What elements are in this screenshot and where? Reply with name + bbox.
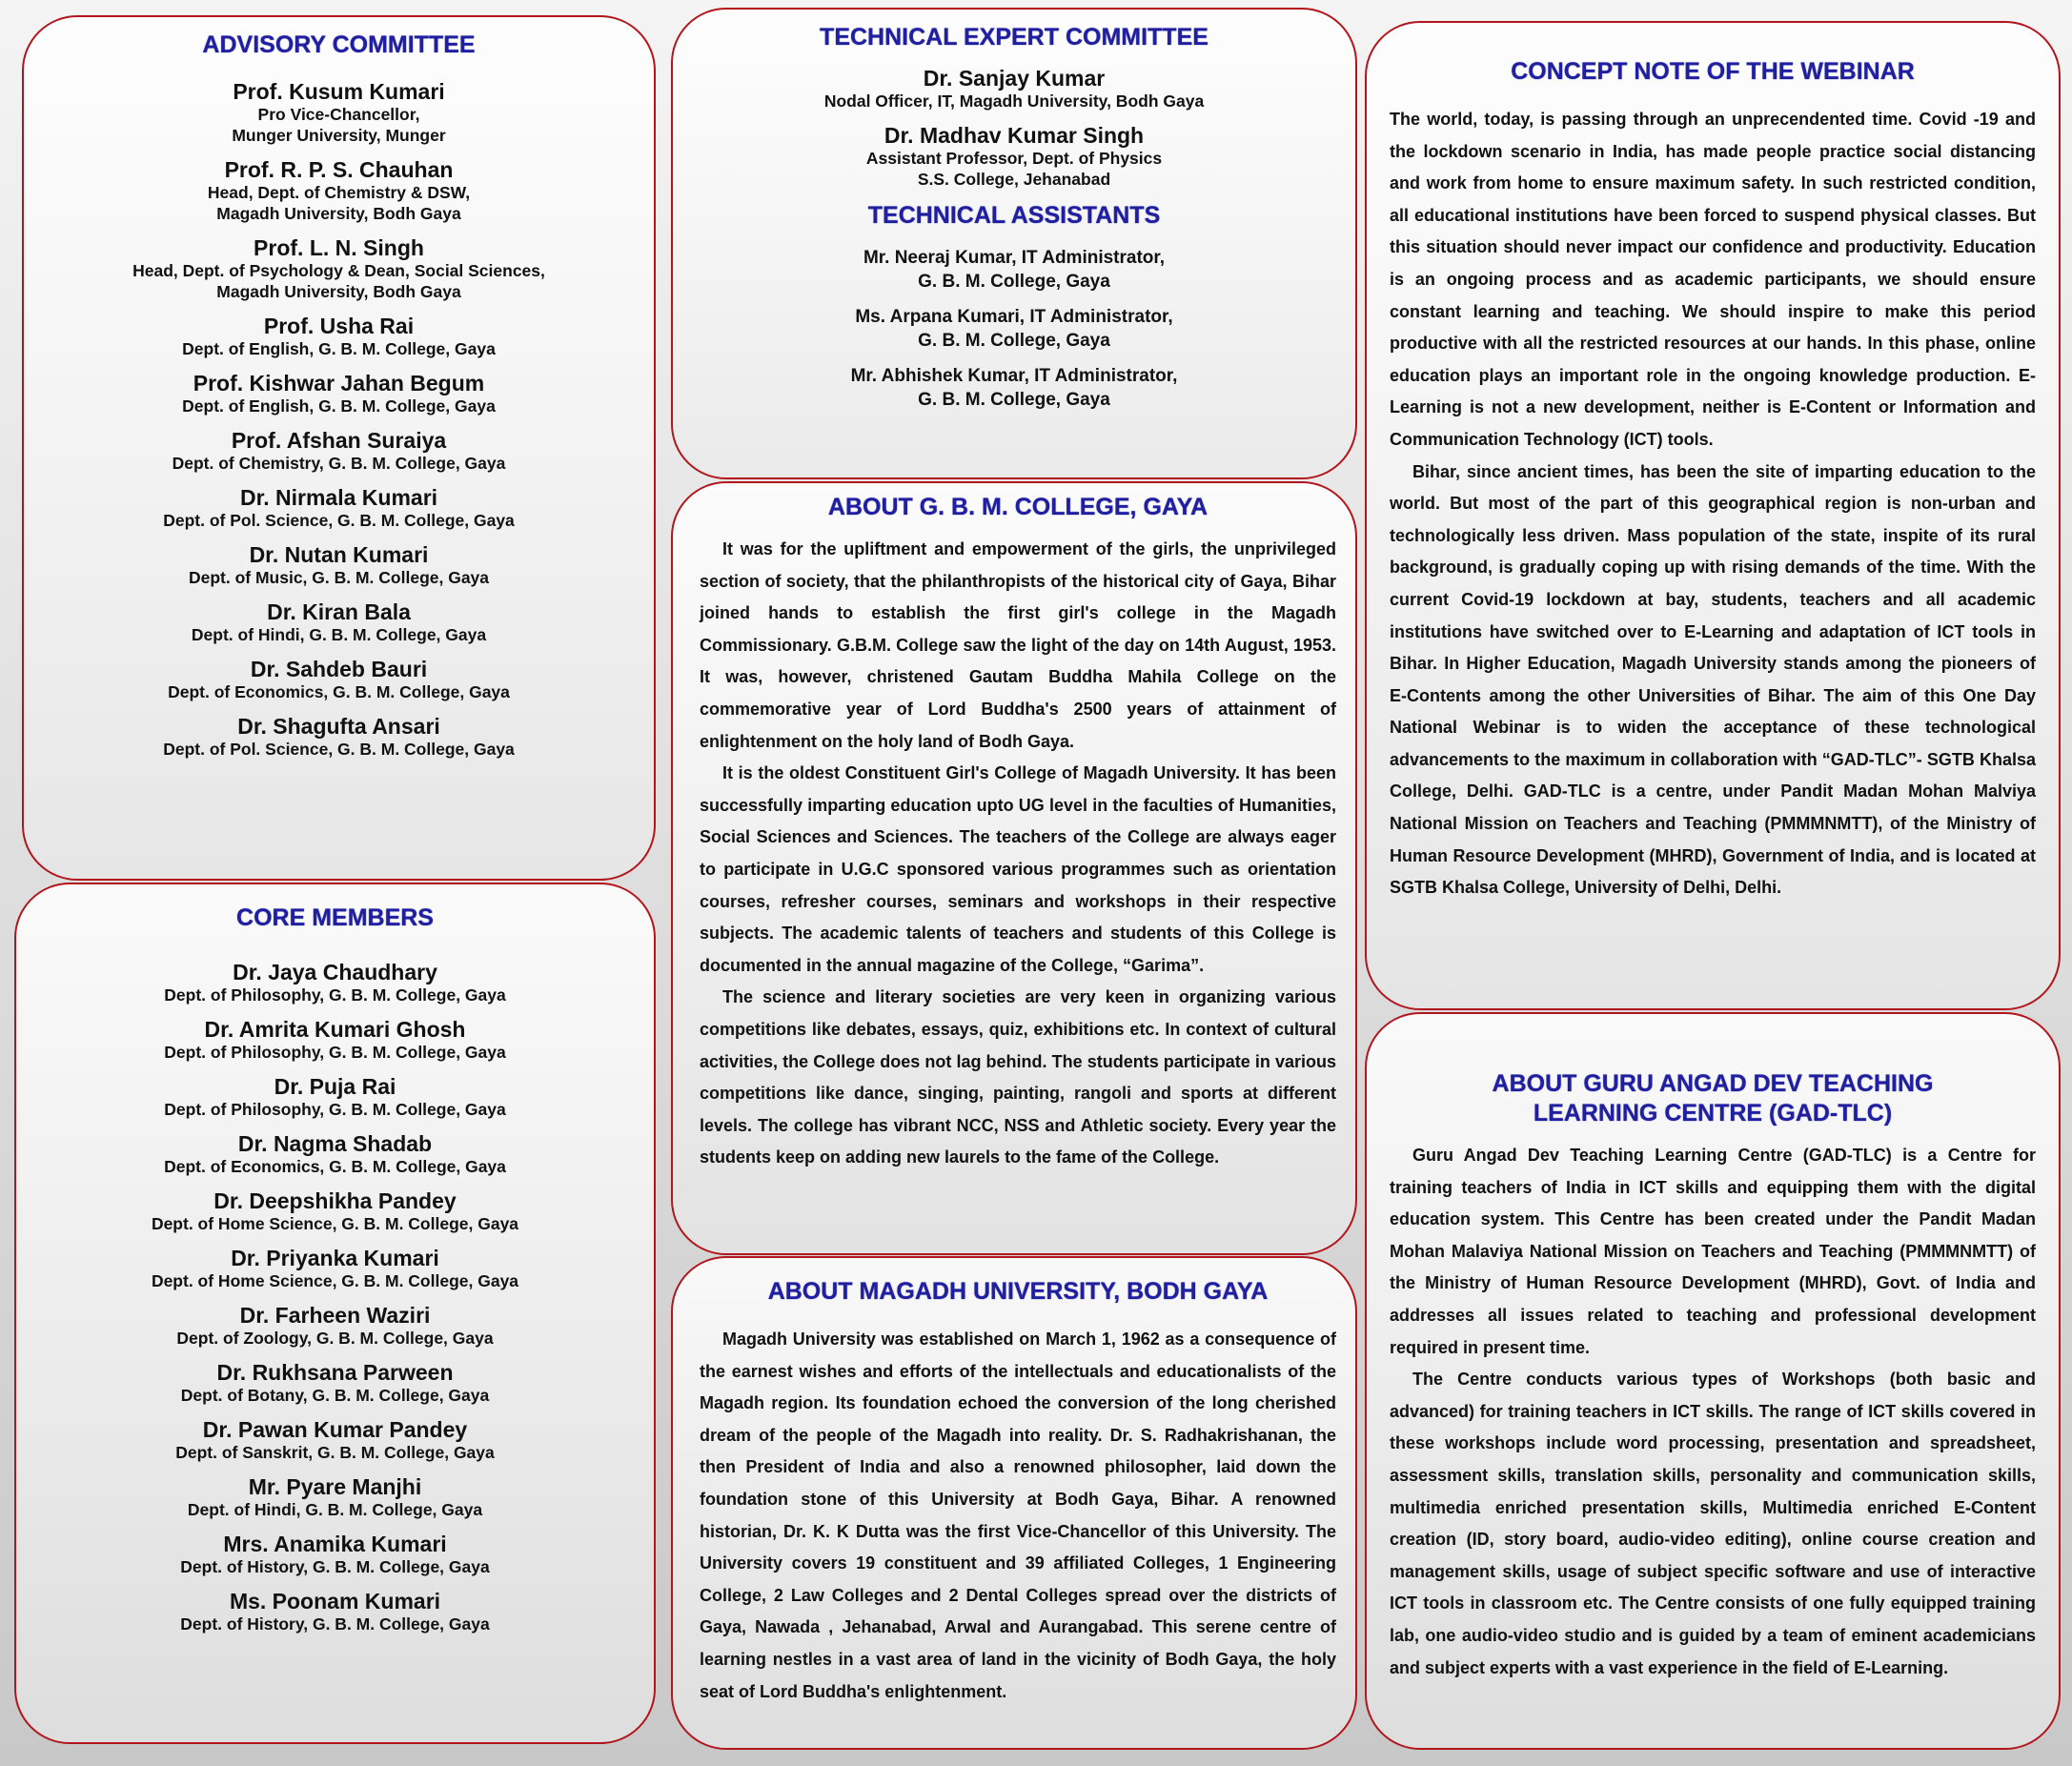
about-gadtlc-panel: [1365, 1012, 2061, 1750]
member-affiliation: Dept. of Pol. Science, G. B. M. College, Gaya: [163, 740, 515, 759]
member-name: Dr. Puja Rai: [274, 1074, 396, 1099]
member-entry: [33, 1303, 637, 1349]
core-members-title: CORE MEMBERS: [236, 904, 434, 931]
member-entry: [41, 485, 637, 531]
member-affiliation: Dept. of Philosophy, G. B. M. College, Gaya: [164, 1100, 506, 1119]
member-name: Dr. Amrita Kumari Ghosh: [204, 1017, 466, 1042]
member-entry: [692, 305, 1336, 353]
body-paragraph: It is the oldest Constituent Girl's College of Magadh University. It has been successfully imparting education upto UG level in the faculties of Humanities, Social Sciences and Sciences. The teachers of the College are always eager to participate in U.G.C sponsored various programmes such as orientation courses, refresher courses, seminars and workshops in their respective subjects. The academic talents of teachers and students of this College is documented in the annual magazine of the College, “Garima”.: [700, 763, 1336, 975]
about-gadtlc-body: [1390, 1140, 2036, 1684]
member-affiliation: Dept. of Chemistry, G. B. M. College, Gaya: [172, 454, 506, 473]
technical-assistants-list: [692, 246, 1336, 412]
member-affiliation: G. B. M. College, Gaya: [918, 331, 1110, 351]
member-affiliation: Pro Vice-Chancellor,: [257, 105, 420, 124]
member-name: Dr. Deepshikha Pandey: [213, 1188, 457, 1213]
member-name: Mrs. Anamika Kumari: [223, 1532, 447, 1556]
about-gbm-title: ABOUT G. B. M. COLLEGE, GAYA: [827, 494, 1209, 520]
member-name: Prof. Kishwar Jahan Begum: [193, 371, 485, 396]
member-affiliation: Dept. of Sanskrit, G. B. M. College, Gaya: [175, 1443, 495, 1462]
member-entry: [41, 428, 637, 474]
body-paragraph: The world, today, is passing through an unprecendented time. Covid -19 and the lockdown scenario in India, has made people practice social distancing and work from home to ensure maximum safety. In such restricted condition, all educational institutions have been forced to suspend physical classes. But this situation should never impact our confidence and productivity. Education is an ongoing process and as academic participants, we should ensure constant learning and teaching. We should inspire to make this period productive with all the restricted resources at our hands. In this phase, online education plays an important role in the ongoing knowledge production. E-Learning is not a new development, neither is E-Content or Information and Communication Technology (ICT) tools.: [1390, 110, 2036, 449]
member-affiliation: Dept. of Music, G. B. M. College, Gaya: [188, 568, 490, 587]
member-name: Prof. Kusum Kumari: [233, 79, 445, 104]
member-entry: [41, 599, 637, 645]
member-entry: [41, 542, 637, 588]
member-entry: [33, 1360, 637, 1406]
member-affiliation: Mr. Neeraj Kumar, IT Administrator,: [863, 248, 1166, 268]
body-paragraph: Bihar, since ancient times, has been the site of imparting education to the world. But most of the part of this geographical region is non-urban and technologically less driven. Mass population of the state, inspite of its rural background, is gradually coping up with rising demands of the time. With the current Covid-19 lockdown at bay, students, teachers and all academic institutions have switched over to E-Learning and adaptation of ICT tools in Bihar. In Higher Education, Magadh University stands among the pioneers of E-Contents among the other Universities of Bihar. The aim of this One Day National Webinar is to widen the acceptance of these technological advancements to the maximum in collaboration with “GAD-TLC”- SGTB Khalsa College, Delhi. GAD-TLC is a centre, under Pandit Madan Mohan Malviya National Mission on Teachers and Teaching (PMMMNMTT), of the Ministry of Human Resource Development (MHRD), Government of India, and is located at SGTB Khalsa College, University of Delhi, Delhi.: [1390, 461, 2036, 898]
member-entry: [33, 1532, 637, 1577]
body-paragraph: Magadh University was established on March 1, 1962 as a consequence of the earnest wishes and efforts of the intellectuals and educationalists of the Magadh region. Its foundation echoed the conversion of the long cherished dream of the people of the Magadh into reality. Dr. S. Radhakrishanan, the then President of India and also a renowned philosopher, laid down the foundation stone of this University at Bodh Gaya, Bihar. A renowned historian, Dr. K. K Dutta was the first Vice-Chancellor of this University. The University covers 19 constituent and 39 affiliated Colleges, 1 Engineering College, 2 Law Colleges and 2 Dental Colleges spread over the districts of Gaya, Nawada , Jehanabad, Arwal and Aurangabad. This serene centre of learning nestles in a vast area of land in the vicinity of Bodh Gaya, the holy seat of Lord Buddha's enlightenment.: [700, 1330, 1336, 1701]
advisory-committee-title: ADVISORY COMMITTEE: [202, 31, 476, 58]
member-affiliation: Head, Dept. of Chemistry & DSW,: [207, 183, 471, 202]
member-affiliation: Dept. of Hindi, G. B. M. College, Gaya: [187, 1500, 483, 1519]
member-name: Ms. Poonam Kumari: [229, 1589, 441, 1614]
body-paragraph: The Centre conducts various types of Workshops (both basic and advanced) for training teachers in ICT skills. The range of ICT skills covered in these workshops include word processing, presentation and spreadsheet, assessment skills, translation skills, personality and communication skills, multimedia enriched presentation skills, Multimedia enriched E-Content creation (ID, story board, audio-video editing), online course creation and management skills, usage of subject specific software and use of interactive ICT tools in classroom etc. The Centre consists of one fully equipped training lab, one audio-video studio and is guided by a team of eminent academicians and subject experts with a vast experience in the field of E-Learning.: [1390, 1370, 2036, 1677]
member-entry: [41, 157, 637, 224]
member-entry: [41, 714, 637, 760]
member-name: Dr. Rukhsana Parween: [216, 1360, 454, 1385]
about-gadtlc-title: ABOUT GURU ANGAD DEV TEACHING LEARNING CENTRE (GAD-TLC): [1492, 1070, 1934, 1127]
technical-assistants-title: TECHNICAL ASSISTANTS: [867, 202, 1161, 229]
body-paragraph: Guru Angad Dev Teaching Learning Centre (GAD-TLC) is a Centre for training teachers of India in ICT skills and equipping them with the digital education system. This Centre has been created under the Pandit Madan Mohan Malaviya National Mission on Teachers and Teaching (PMMMNMTT) of the Ministry of Human Resource Development (MHRD), Govt. of India and addresses all issues related to teaching and professional development required in present time.: [1390, 1146, 2036, 1357]
member-affiliation: Dept. of Pol. Science, G. B. M. College, Gaya: [163, 511, 515, 530]
member-affiliation: Dept. of English, G. B. M. College, Gaya: [182, 396, 496, 416]
member-affiliation: Dept. of Economics, G. B. M. College, Gaya: [164, 1157, 506, 1176]
member-name: Dr. Nirmala Kumari: [239, 485, 438, 510]
member-affiliation: Magadh University, Bodh Gaya: [216, 282, 461, 301]
member-affiliation: Munger University, Munger: [232, 126, 446, 145]
technical-committee-panel: [671, 8, 1357, 479]
core-members-panel: [14, 883, 656, 1744]
concept-note-body: [1390, 104, 2036, 904]
member-affiliation: Head, Dept. of Psychology & Dean, Social Sciences,: [132, 261, 545, 280]
technical-expert-list: [692, 66, 1336, 190]
member-affiliation: Dept. of History, G. B. M. College, Gaya: [180, 1614, 490, 1634]
member-affiliation: Dept. of Economics, G. B. M. College, Gaya: [168, 682, 510, 701]
member-affiliation: Dept. of Philosophy, G. B. M. College, Gaya: [164, 1043, 506, 1062]
member-affiliation: Ms. Arpana Kumari, IT Administrator,: [855, 307, 1173, 327]
member-affiliation: Dept. of History, G. B. M. College, Gaya: [180, 1557, 490, 1576]
about-magadh-university-panel: [671, 1256, 1357, 1750]
member-affiliation: Dept. of Hindi, G. B. M. College, Gaya: [191, 625, 487, 644]
member-name: Dr. Nagma Shadab: [237, 1131, 433, 1156]
member-entry: [33, 1589, 637, 1634]
member-name: Prof. R. P. S. Chauhan: [224, 157, 454, 182]
member-entry: [33, 960, 637, 1005]
member-entry: [33, 1017, 637, 1063]
member-name: Dr. Madhav Kumar Singh: [884, 123, 1145, 148]
member-affiliation: Dept. of Home Science, G. B. M. College, Gaya: [151, 1214, 519, 1233]
about-magadh-body: [700, 1324, 1336, 1708]
member-name: Dr. Priyanka Kumari: [231, 1246, 439, 1270]
about-magadh-title: ABOUT MAGADH UNIVERSITY, BODH GAYA: [767, 1278, 1269, 1305]
member-name: Dr. Sanjay Kumar: [923, 66, 1106, 91]
about-gbm-body: [700, 534, 1336, 1174]
member-affiliation: Nodal Officer, IT, Magadh University, Bodh Gaya: [823, 91, 1205, 111]
member-entry: [41, 657, 637, 702]
member-name: Dr. Farheen Waziri: [239, 1303, 431, 1328]
member-entry: [33, 1188, 637, 1234]
member-affiliation: Dept. of English, G. B. M. College, Gaya: [182, 339, 496, 358]
member-affiliation: Dept. of Home Science, G. B. M. College, Gaya: [151, 1271, 519, 1290]
member-affiliation: Assistant Professor, Dept. of Physics: [865, 149, 1163, 168]
member-entry: [33, 1417, 637, 1463]
concept-note-panel: [1365, 21, 2061, 1010]
member-name: Prof. Afshan Suraiya: [231, 428, 447, 453]
member-affiliation: S.S. College, Jehanabad: [917, 170, 1111, 189]
member-entry: [33, 1474, 637, 1520]
member-name: Dr. Pawan Kumar Pandey: [202, 1417, 468, 1442]
member-name: Dr. Nutan Kumari: [249, 542, 429, 567]
body-paragraph: It was for the upliftment and empowerment of the girls, the unprivileged section of society, that the philanthropists of the historical city of Gaya, Bihar joined hands to establish the first girl's college in the Magadh Commissionary. G.B.M. College saw the light of the day on 14th August, 1953. It was, however, christened Gautam Buddha Mahila College on the commemorative year of Lord Buddha's 2500 years of attainment of enlightenment on the holy land of Bodh Gaya.: [700, 539, 1336, 751]
member-entry: [692, 66, 1336, 112]
member-entry: [41, 79, 637, 146]
technical-expert-title: TECHNICAL EXPERT COMMITTEE: [820, 24, 1209, 51]
advisory-committee-panel: [22, 15, 656, 881]
body-paragraph: The science and literary societies are very keen in organizing various competitions like debates, essays, quiz, exhibitions etc. In context of cultural activities, the College does not lag behind. The students participate in various competitions like dance, singing, painting, rangoli and sports at different levels. The college has vibrant NCC, NSS and Athletic society. Every year the students keep on adding new laurels to the fame of the College.: [700, 987, 1336, 1167]
member-entry: [41, 314, 637, 359]
member-entry: [33, 1131, 637, 1177]
advisory-members-list: [41, 79, 637, 760]
member-name: Dr. Shagufta Ansari: [237, 714, 440, 739]
member-entry: [41, 235, 637, 302]
about-gbm-college-panel: [671, 481, 1357, 1255]
member-affiliation: Dept. of Botany, G. B. M. College, Gaya: [180, 1386, 490, 1405]
concept-note-title: CONCEPT NOTE OF THE WEBINAR: [1511, 58, 1915, 85]
member-affiliation: Dept. of Philosophy, G. B. M. College, Gaya: [164, 985, 506, 1005]
member-entry: [33, 1246, 637, 1291]
member-affiliation: G. B. M. College, Gaya: [918, 390, 1110, 410]
member-entry: [692, 246, 1336, 294]
member-affiliation: Dept. of Zoology, G. B. M. College, Gaya: [176, 1329, 494, 1348]
member-name: Dr. Sahdeb Bauri: [250, 657, 428, 681]
member-affiliation: Magadh University, Bodh Gaya: [216, 204, 461, 223]
member-entry: [33, 1074, 637, 1120]
member-affiliation: G. B. M. College, Gaya: [918, 272, 1110, 292]
member-name: Dr. Kiran Bala: [267, 599, 411, 624]
core-members-list: [33, 960, 637, 1634]
member-name: Dr. Jaya Chaudhary: [233, 960, 437, 984]
member-entry: [41, 371, 637, 416]
member-name: Mr. Pyare Manjhi: [248, 1474, 422, 1499]
member-affiliation: Mr. Abhishek Kumar, IT Administrator,: [850, 366, 1178, 386]
member-name: Prof. L. N. Singh: [254, 235, 424, 260]
member-entry: [692, 123, 1336, 190]
member-name: Prof. Usha Rai: [263, 314, 415, 338]
member-entry: [692, 364, 1336, 412]
